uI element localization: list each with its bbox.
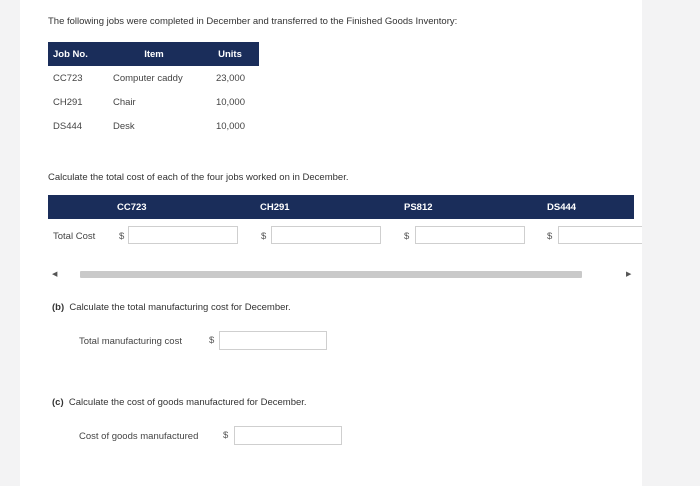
question-c bbox=[52, 397, 307, 408]
currency-symbol: $ bbox=[404, 231, 410, 242]
question-c-text: Calculate the cost of goods manufactured for December. bbox=[68, 397, 307, 408]
header-ps812: PS812 bbox=[404, 202, 433, 213]
question-b-letter: (b) bbox=[52, 302, 65, 313]
question-a-text: Calculate the total cost of each of the four jobs worked on in December. bbox=[48, 172, 349, 183]
cell-job-no: CH291 bbox=[53, 96, 83, 108]
scroll-left-icon[interactable]: ◀ bbox=[52, 271, 58, 278]
table-row bbox=[48, 114, 259, 138]
header-job-no: Job No. bbox=[48, 42, 107, 66]
table-row bbox=[48, 90, 259, 114]
header-cc723: CC723 bbox=[117, 202, 147, 213]
cell-item: Chair bbox=[113, 96, 136, 108]
currency-symbol: $ bbox=[209, 335, 215, 346]
total-manufacturing-cost-label: Total manufacturing cost bbox=[79, 336, 182, 347]
table-row bbox=[48, 66, 259, 90]
cost-of-goods-manufactured-input[interactable] bbox=[234, 426, 342, 445]
header-ds444: DS444 bbox=[547, 202, 577, 213]
cell-item: Desk bbox=[113, 120, 135, 132]
worksheet-page bbox=[20, 0, 642, 486]
ds444-total-cost-input[interactable] bbox=[558, 226, 642, 244]
header-item: Item bbox=[107, 42, 201, 66]
currency-symbol: $ bbox=[547, 231, 553, 242]
intro-text: The following jobs were completed in December and transferred to the Finished Goods Inventory: bbox=[48, 16, 458, 27]
cell-item: Computer caddy bbox=[113, 72, 183, 84]
cell-units: 10,000 bbox=[215, 120, 245, 132]
jobs-table-header bbox=[48, 42, 259, 66]
question-c-letter: (c) bbox=[52, 397, 64, 408]
cell-units: 23,000 bbox=[215, 72, 245, 84]
cell-job-no: DS444 bbox=[53, 120, 83, 132]
total-manufacturing-cost-input[interactable] bbox=[219, 331, 327, 350]
scroll-right-icon[interactable]: ▶ bbox=[626, 271, 632, 278]
cc723-total-cost-input[interactable] bbox=[128, 226, 238, 244]
ps812-total-cost-input[interactable] bbox=[415, 226, 525, 244]
ch291-total-cost-input[interactable] bbox=[271, 226, 381, 244]
question-b-text: Calculate the total manufacturing cost for December. bbox=[69, 302, 291, 313]
header-ch291: CH291 bbox=[260, 202, 290, 213]
cell-units: 10,000 bbox=[215, 96, 245, 108]
jobs-table bbox=[48, 42, 259, 138]
cell-job-no: CC723 bbox=[53, 72, 83, 84]
cost-of-goods-manufactured-label: Cost of goods manufactured bbox=[79, 431, 199, 442]
cost-table-header bbox=[48, 195, 634, 219]
question-b bbox=[52, 302, 291, 313]
currency-symbol: $ bbox=[223, 430, 229, 441]
currency-symbol: $ bbox=[119, 231, 125, 242]
total-cost-label: Total Cost bbox=[53, 231, 96, 242]
horizontal-scrollbar[interactable] bbox=[80, 271, 582, 278]
header-units: Units bbox=[201, 42, 259, 66]
currency-symbol: $ bbox=[261, 231, 267, 242]
